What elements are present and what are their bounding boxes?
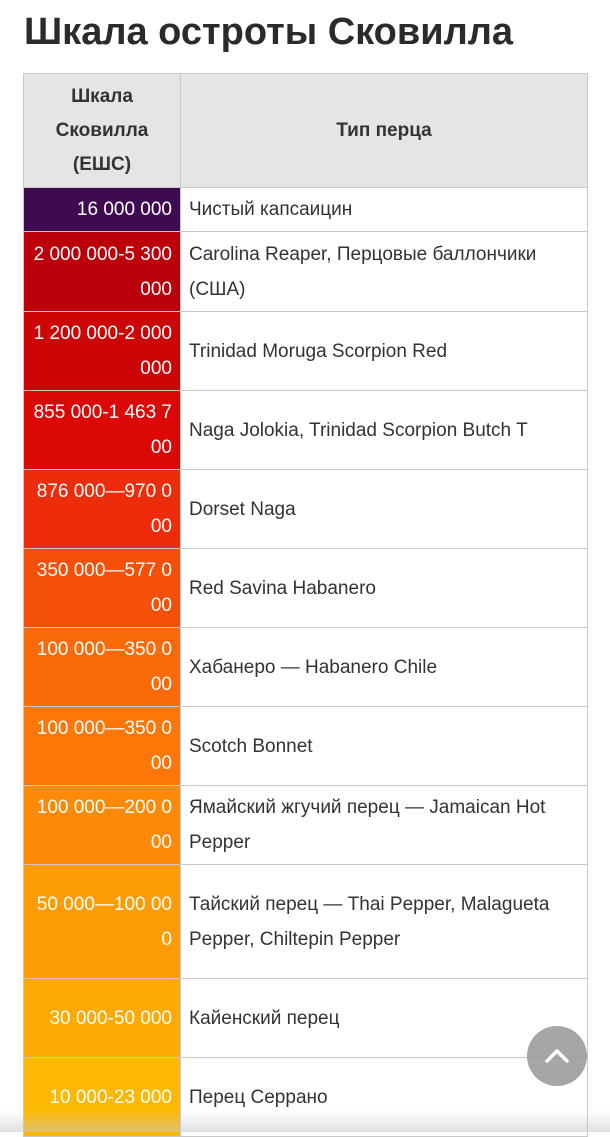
table-header-row [24, 74, 588, 188]
chevron-up-icon [542, 1041, 572, 1071]
table-row [24, 188, 588, 232]
pepper-type: Naga Jolokia, Trinidad Scorpion Butch T [181, 391, 588, 470]
scale-value: 10 000-23 000 [24, 1058, 181, 1137]
pepper-type: Carolina Reaper, Перцовые баллончики (США) [181, 232, 588, 312]
scale-value: 100 000—350 000 [24, 707, 181, 786]
scale-value: 350 000—577 000 [24, 549, 181, 628]
table-row [24, 865, 588, 979]
pepper-type: Чистый капсаицин [181, 188, 588, 232]
scale-value: 30 000-50 000 [24, 979, 181, 1058]
table-row [24, 628, 588, 707]
scale-value: 100 000—350 000 [24, 628, 181, 707]
pepper-type: Dorset Naga [181, 470, 588, 549]
table-row [24, 707, 588, 786]
table-row [24, 1058, 588, 1137]
pepper-type: Red Savina Habanero [181, 549, 588, 628]
scale-value: 50 000—100 000 [24, 865, 181, 979]
scoville-table-container [23, 73, 587, 1137]
scroll-to-top-button[interactable] [527, 1026, 587, 1086]
scale-value: 16 000 000 [24, 188, 181, 232]
table-body [24, 188, 588, 1137]
table-row [24, 470, 588, 549]
scale-value: 855 000-1 463 700 [24, 391, 181, 470]
table-row [24, 312, 588, 391]
table-row [24, 549, 588, 628]
pepper-type: Кайенский перец [181, 979, 588, 1058]
pepper-type: Хабанеро — Habanero Chile [181, 628, 588, 707]
scale-value: 2 000 000-5 300 000 [24, 232, 181, 312]
table-row [24, 786, 588, 865]
header-scale: Шкала Сковилла (ЕШС) [24, 74, 181, 188]
scoville-table [23, 73, 588, 1137]
pepper-type: Scotch Bonnet [181, 707, 588, 786]
scale-value: 1 200 000-2 000 000 [24, 312, 181, 391]
table-row [24, 232, 588, 312]
pepper-type: Ямайский жгучий перец — Jamaican Hot Pepper [181, 786, 588, 865]
table-row [24, 391, 588, 470]
scale-value: 876 000—970 000 [24, 470, 181, 549]
table-row [24, 979, 588, 1058]
header-pepper-type: Тип перца [181, 74, 588, 188]
page-title: Шкала остроты Сковилла [24, 11, 514, 53]
pepper-type: Тайский перец — Thai Pepper, Malagueta Pepper, Chiltepin Pepper [181, 865, 588, 979]
pepper-type: Перец Серрано [181, 1058, 588, 1137]
pepper-type: Trinidad Moruga Scorpion Red [181, 312, 588, 391]
scale-value: 100 000—200 000 [24, 786, 181, 865]
